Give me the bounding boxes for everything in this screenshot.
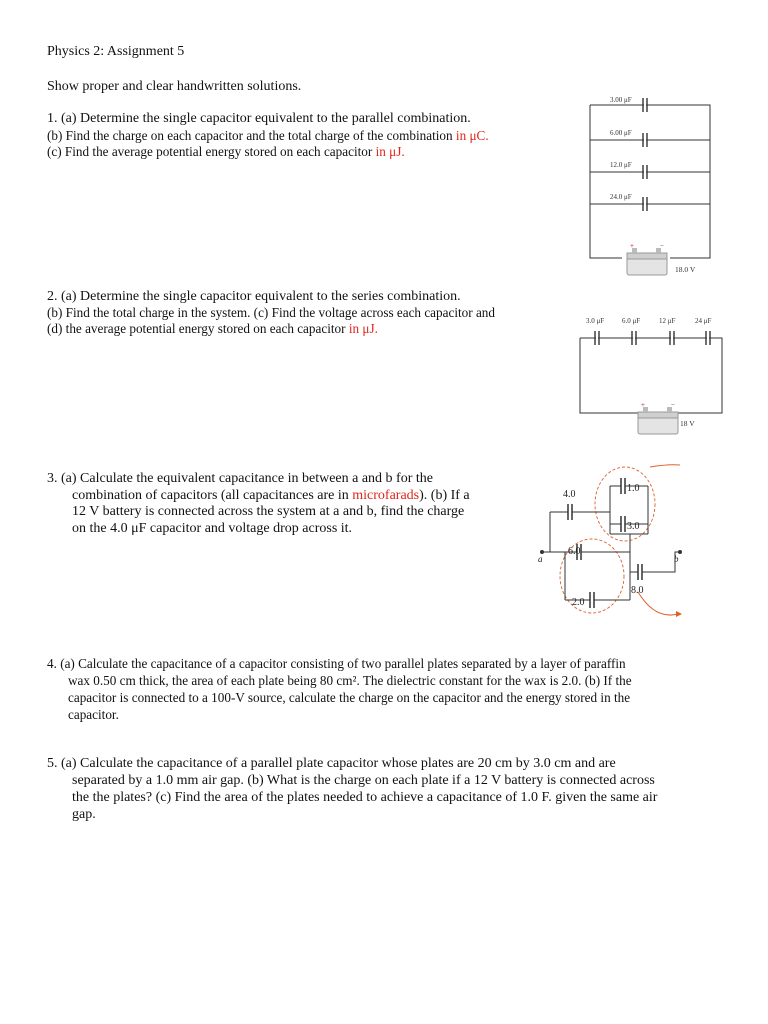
- q3-units-highlight: microfarads: [352, 488, 420, 503]
- q1-part-c-text: (c) Find the average potential energy stored on each capacitor: [47, 144, 376, 159]
- q3-mixed-circuit: [530, 462, 690, 622]
- q3-cap-label: 2.0: [572, 597, 585, 608]
- q2-cap-label: 24 μF: [695, 317, 712, 325]
- q1-battery-label: 18.0 V: [675, 265, 696, 274]
- q3-line-1: 3. (a) Calculate the equivalent capacitance in between a and b for the: [47, 471, 433, 486]
- q3-line-2-text: combination of capacitors (all capacitances are in: [72, 488, 353, 503]
- q2-part-d-text: (d) the average potential energy stored on each capacitor: [47, 321, 349, 336]
- svg-text:+: +: [641, 401, 645, 409]
- q1-part-b-text: (b) Find the charge on each capacitor and the total charge of the combination: [47, 128, 456, 143]
- battery-icon: [638, 401, 678, 434]
- q2-part-d: [47, 321, 378, 337]
- q5-line-4: gap.: [72, 807, 96, 822]
- q3-cap-label: 1.0: [627, 483, 640, 494]
- q1-parallel-circuit: [580, 88, 730, 278]
- node-a-label: a: [538, 554, 543, 564]
- q3-cap-label: 6.0: [568, 546, 581, 557]
- q2-part-b-c: (b) Find the total charge in the system. (c) Find the voltage across each capacitor and: [47, 305, 495, 320]
- q1-cap-label: 6.00 μF: [610, 129, 632, 137]
- instructions: Show proper and clear handwritten solutions.: [47, 79, 302, 94]
- q1-part-c-unit: in μJ.: [375, 144, 405, 159]
- q3-cap-label: 8.0: [631, 585, 644, 596]
- q2-cap-label: 12 μF: [659, 317, 676, 325]
- battery-icon: [627, 242, 667, 275]
- q5-line-1: 5. (a) Calculate the capacitance of a parallel plate capacitor whose plates are 20 cm by 3.0 cm and are: [47, 756, 616, 771]
- q5-line-2: separated by a 1.0 mm air gap. (b) What is the charge on each plate if a 12 V battery is connected across: [72, 773, 655, 788]
- q3-line-3: 12 V battery is connected across the system at a and b, find the charge: [72, 504, 465, 519]
- svg-text:+: +: [630, 242, 634, 250]
- q2-part-a: 2. (a) Determine the single capacitor equivalent to the series combination.: [47, 289, 461, 304]
- q5-line-3: the the plates? (c) Find the area of the plates needed to achieve a capacitance of 1.0 F. given the same air: [72, 790, 658, 805]
- q2-cap-label: 3.0 μF: [586, 317, 605, 325]
- q1-part-b-unit: in μC.: [455, 128, 489, 143]
- q1-part-c: [47, 144, 405, 160]
- page-title: Physics 2: Assignment 5: [47, 44, 185, 59]
- q3-line-2-tail: ). (b) If a: [419, 488, 470, 503]
- svg-text:−: −: [671, 401, 675, 409]
- node-b-label: b: [674, 554, 679, 564]
- q1-cap-label: 24.0 μF: [610, 193, 632, 201]
- q2-cap-label: 6.0 μF: [622, 317, 641, 325]
- q4-line-3: capacitor is connected to a 100-V source, calculate the charge on the capacitor and the energy stored in the: [68, 690, 631, 705]
- q3-line-4: on the 4.0 μF capacitor and voltage drop across it.: [72, 521, 353, 536]
- q1-cap-label: 3.00 μF: [610, 96, 632, 104]
- q4-line-1: 4. (a) Calculate the capacitance of a capacitor consisting of two parallel plates separated by a layer of paraffin: [47, 656, 626, 671]
- q3-line-2: [72, 488, 470, 504]
- q4-line-2: wax 0.50 cm thick, the area of each plate being 80 cm². The dielectric constant for the wax is 2.0. (b) If the: [68, 673, 632, 688]
- q4-line-4: capacitor.: [68, 707, 119, 722]
- svg-text:−: −: [660, 242, 664, 250]
- q2-battery-label: 18 V: [680, 419, 695, 428]
- q2-series-circuit: [576, 308, 736, 448]
- q1-cap-label: 12.0 μF: [610, 161, 632, 169]
- q1-part-a: 1. (a) Determine the single capacitor equivalent to the parallel combination.: [47, 111, 471, 126]
- q2-part-d-unit: in μJ.: [348, 321, 378, 336]
- q1-part-b: [47, 128, 489, 144]
- q3-cap-label: 3.0: [627, 521, 640, 532]
- q3-cap-label: 4.0: [563, 489, 576, 500]
